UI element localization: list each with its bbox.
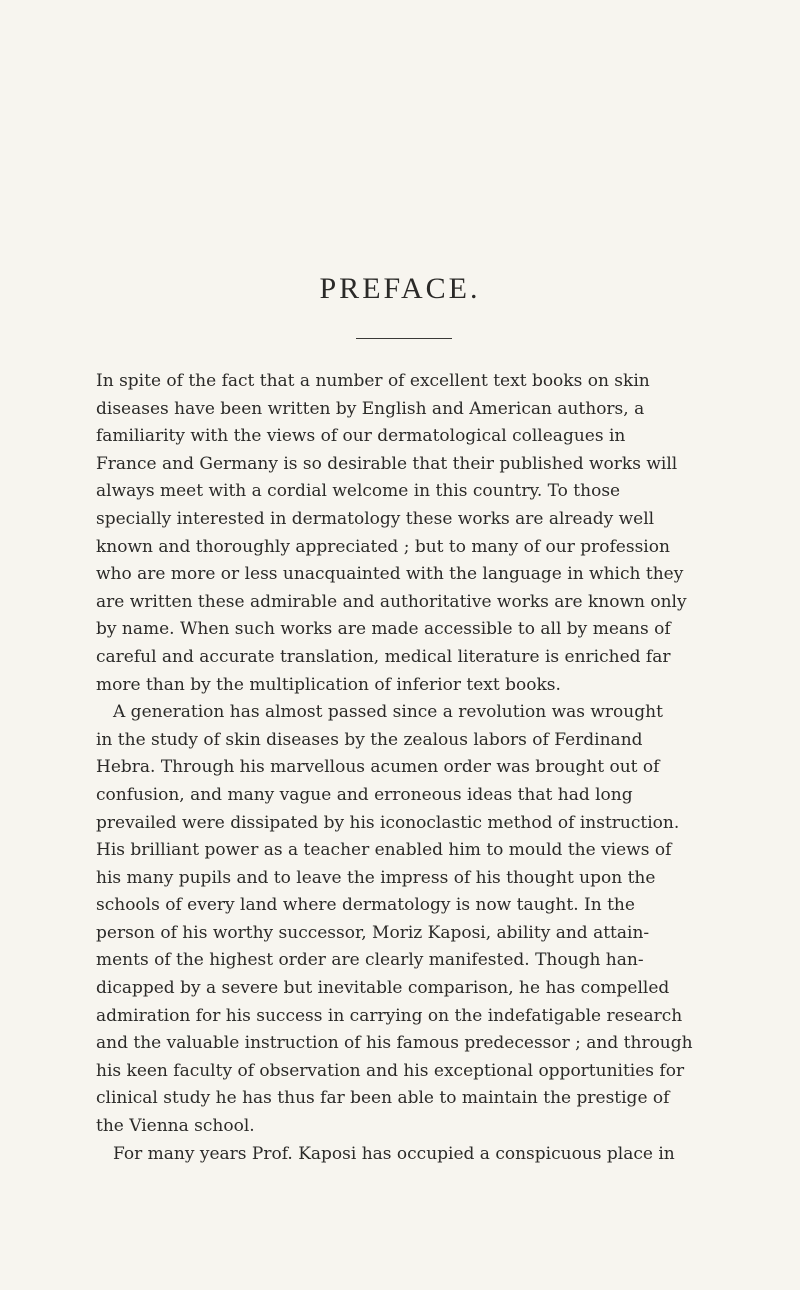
preface-body <box>96 368 708 1168</box>
text-line: ments of the highest order are clearly manifested. Though han- <box>96 950 644 971</box>
text-line: his many pupils and to leave the impress of his thought upon the <box>96 867 656 888</box>
text-line: A generation has almost passed since a revolution was wrought <box>113 702 663 723</box>
text-line: diseases have been written by English and American authors, a <box>96 398 645 419</box>
text-line: Hebra. Through his marvellous acumen order was brought out of <box>96 757 660 778</box>
text-line: more than by the multiplication of inferior text books. <box>96 674 561 695</box>
text-line: the Vienna school. <box>96 1116 255 1137</box>
text-line: familiarity with the views of our dermatological colleagues in <box>96 426 626 447</box>
text-line: are written these admirable and authoritative works are known only <box>96 591 687 612</box>
text-line: specially interested in dermatology these works are already well <box>96 508 655 529</box>
text-line: confusion, and many vague and erroneous ideas that had long <box>96 784 633 805</box>
page-title: PREFACE. <box>319 272 481 305</box>
title-divider <box>356 338 452 339</box>
text-line: clinical study he has thus far been able to maintain the prestige of <box>96 1088 670 1109</box>
text-line: in the study of skin diseases by the zealous labors of Ferdinand <box>96 729 643 750</box>
text-line: prevailed were dissipated by his iconoclastic method of instruction. <box>96 812 680 833</box>
text-line: dicapped by a severe but inevitable comparison, he has compelled <box>96 978 670 999</box>
text-line: who are more or less unacquainted with the language in which they <box>96 564 684 585</box>
text-line: His brilliant power as a teacher enabled him to mould the views of <box>96 840 672 861</box>
text-line: person of his worthy successor, Moriz Kaposi, ability and attain- <box>96 922 650 943</box>
text-line: France and Germany is so desirable that their published works will <box>96 453 678 474</box>
text-line: by name. When such works are made accessible to all by means of <box>96 619 671 640</box>
text-line: known and thoroughly appreciated ; but to many of our profession <box>96 536 670 557</box>
text-line: schools of every land where dermatology is now taught. In the <box>96 895 635 916</box>
text-line: careful and accurate translation, medical literature is enriched far <box>96 646 671 667</box>
text-line: For many years Prof. Kaposi has occupied a conspicuous place in <box>113 1143 675 1164</box>
text-line: always meet with a cordial welcome in this country. To those <box>96 481 621 502</box>
text-line: admiration for his success in carrying on the indefatigable research <box>96 1005 683 1026</box>
text-line: In spite of the fact that a number of excellent text books on skin <box>96 371 650 391</box>
text-line: and the valuable instruction of his famous predecessor ; and through <box>96 1033 693 1054</box>
text-line: his keen faculty of observation and his exceptional opportunities for <box>96 1060 685 1081</box>
